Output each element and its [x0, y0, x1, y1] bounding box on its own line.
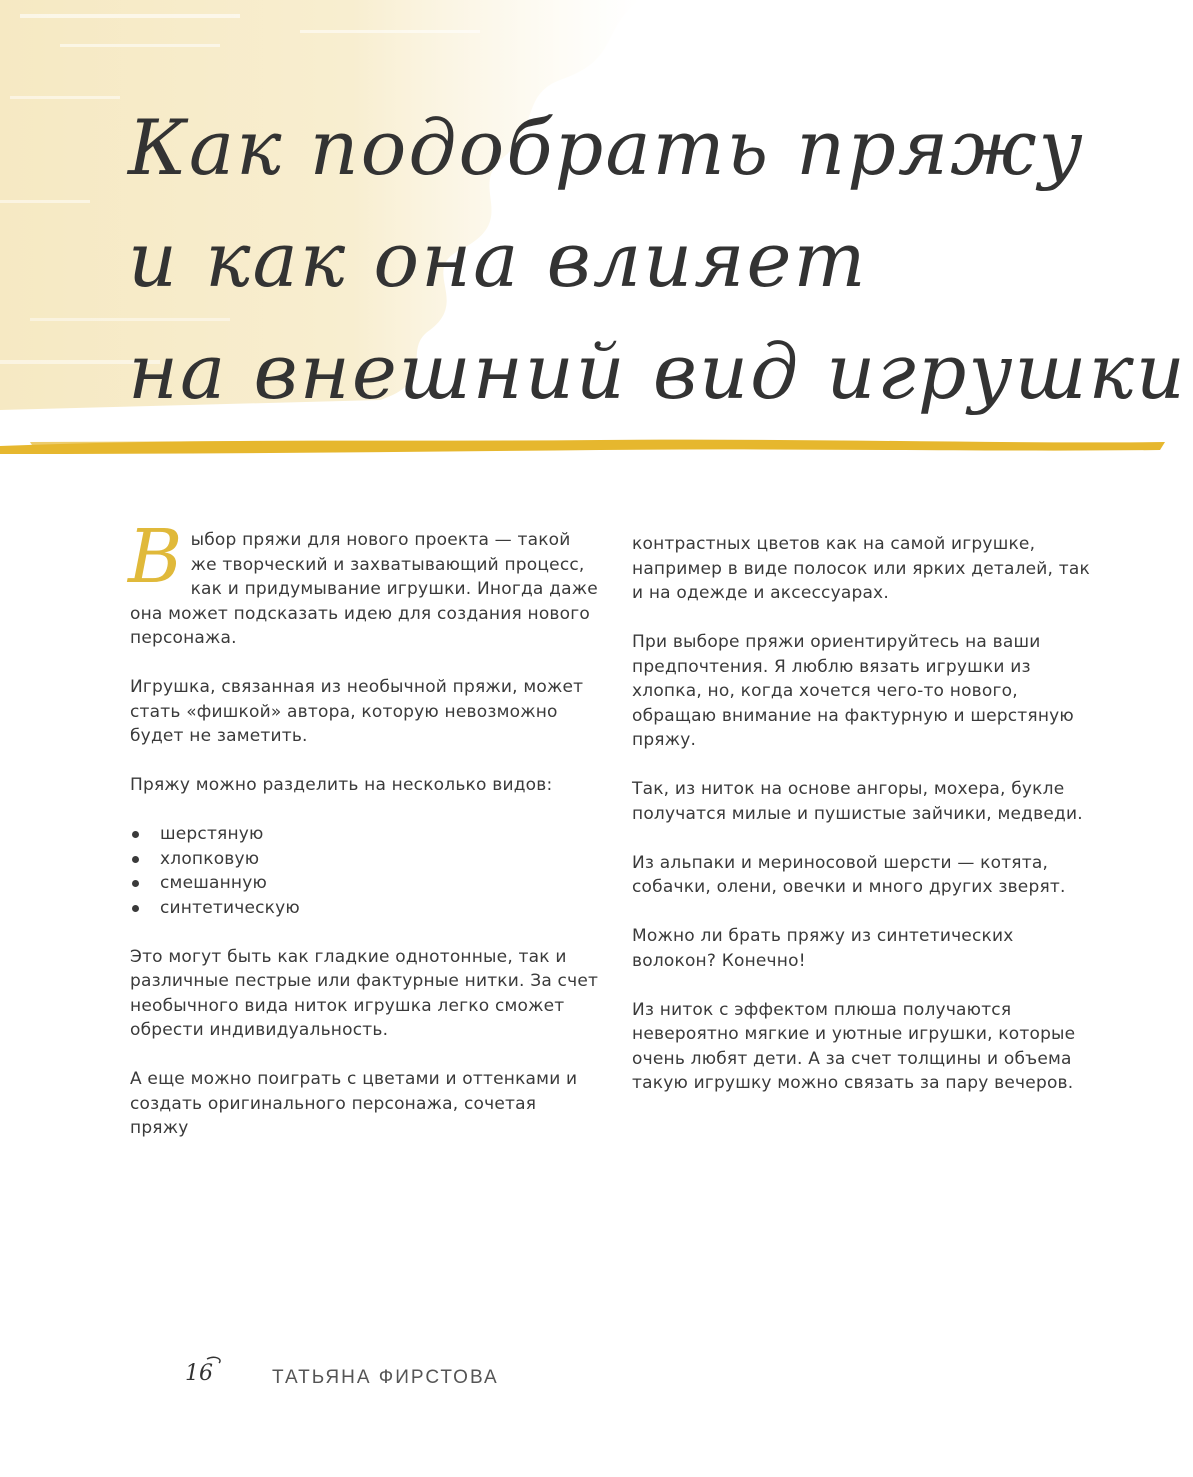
- paragraph-contrast: контрастных цветов как на самой игрушке, например в виде полосок или ярких деталей, так и на одежде и аксессуарах.: [632, 534, 1090, 603]
- paragraph-alpaca: Из альпаки и мериносовой шерсти — котята, собачки, олени, овечки и много других зверят.: [632, 852, 1066, 897]
- list-item: хлопковую: [130, 847, 600, 872]
- dropcap-letter: В: [128, 514, 183, 600]
- author-name: ТАТЬЯНА ФИРСТОВА: [272, 1367, 499, 1388]
- title-line-2: и как она влияет: [128, 215, 868, 304]
- paragraph-texture: Это могут быть как гладкие однотонные, так и различные пестрые или фактурные нитки. За счет необычного вида ниток игрушка легко сможет обрести индивидуальность.: [130, 946, 599, 1040]
- intro-paragraph: [128, 514, 600, 651]
- paragraph-preferences: При выборе пряжи ориентируйтесь на ваши предпочтения. Я люблю вязать игрушки из хлопка, но, когда хочется чего-то нового, обращаю внимание на фактурную и шерстяную пряжу.: [632, 632, 1074, 750]
- page-title: [128, 92, 1187, 428]
- page-number: 16: [185, 1361, 213, 1386]
- yellow-brush-stroke: [0, 430, 1170, 460]
- right-text-column: [632, 532, 1102, 1120]
- paragraph-plush: Из ниток с эффектом плюша получаются невероятно мягкие и уютные игрушки, которые очень любят дети. А за счет толщины и объема такую игрушку можно связать за пару вечеров.: [632, 999, 1076, 1093]
- list-item: синтетическую: [130, 896, 600, 921]
- paragraph-colors: А еще можно поиграть с цветами и оттенками и создать оригинального персонажа, сочетая пряжу: [130, 1069, 578, 1138]
- intro-text: ыбор пряжи для нового проекта — такой же творческий и захватывающий процесс, как и придумывание игрушки. Иногда даже она может подсказать идею для создания нового персонажа.: [130, 530, 598, 648]
- yarn-types-list: [130, 822, 600, 920]
- paragraph-synthetic: Можно ли брать пряжу из синтетических волокон? Конечно!: [632, 926, 1014, 971]
- list-item: смешанную: [130, 871, 600, 896]
- left-text-column: [128, 514, 600, 1165]
- paragraph-yarn-types: Пряжу можно разделить на несколько видов:: [130, 775, 553, 795]
- title-line-3: на внешний вид игрушки: [128, 327, 1187, 416]
- paragraph-unusual-yarn: Игрушка, связанная из необычной пряжи, может стать «фишкой» автора, которую невозможно будет не заметить.: [130, 677, 584, 746]
- paragraph-angora: Так, из ниток на основе ангоры, мохера, букле получатся милые и пушистые зайчики, медведи.: [632, 779, 1083, 824]
- list-item: шерстяную: [130, 822, 600, 847]
- title-line-1: Как подобрать пряжу: [128, 103, 1085, 192]
